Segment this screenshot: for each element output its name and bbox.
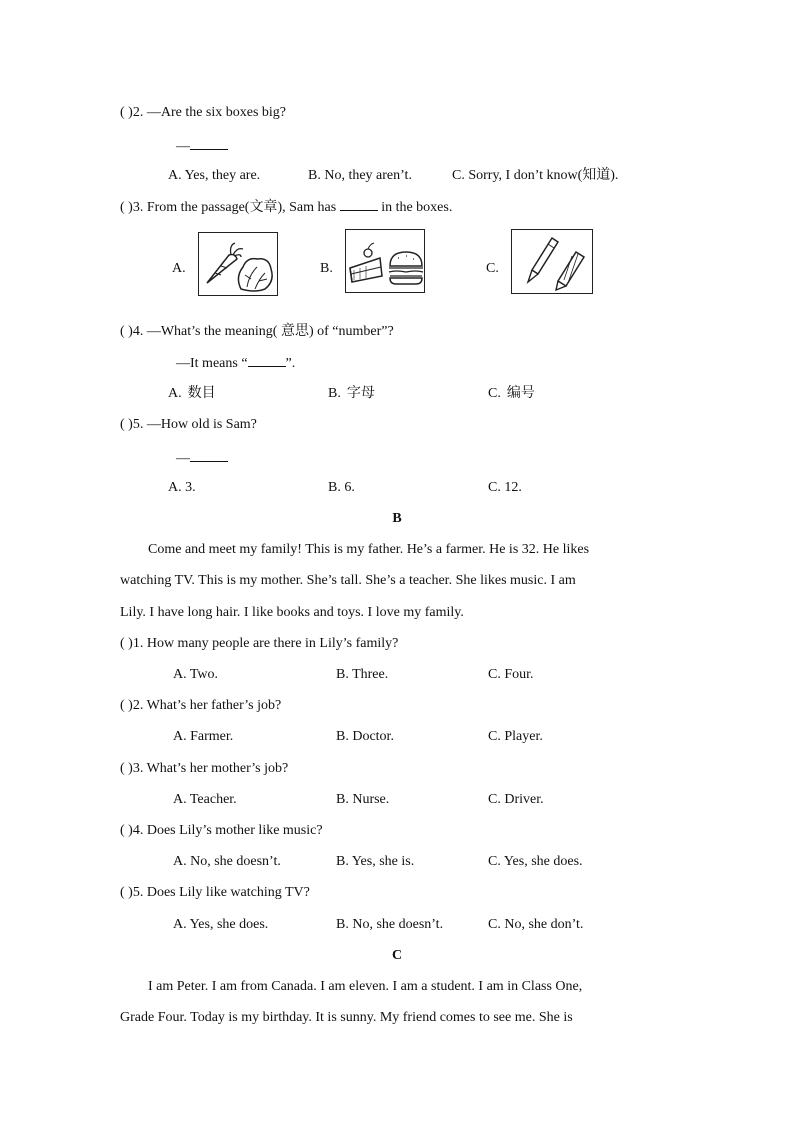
answer-blank <box>190 137 228 150</box>
passage-line: Lily. I have long hair. I like books and toys. I love my family. <box>120 605 464 620</box>
passage-line: Come and meet my family! This is my father. He’s a farmer. He is 32. He likes <box>148 542 590 557</box>
answer-blank <box>190 449 228 462</box>
answer-paren: ( ) <box>120 324 133 339</box>
answer-paren: ( ) <box>120 761 133 776</box>
option-a <box>168 384 216 403</box>
answer-paren: ( ) <box>120 636 133 651</box>
answer-blank <box>248 354 286 367</box>
carrot-cabbage-icon <box>198 232 278 296</box>
answer-line <box>176 449 228 468</box>
option-c: C. Yes, she does. <box>488 854 583 869</box>
answer-line <box>176 137 228 156</box>
option-a-label: A. <box>172 261 186 276</box>
question-text: 5. —How old is Sam? <box>132 417 257 432</box>
answer-paren: ( ) <box>120 885 133 900</box>
question-text: 3. What’s her mother’s job? <box>132 761 289 776</box>
question-b5 <box>120 884 310 902</box>
option-a: A. Two. <box>173 667 219 682</box>
question-text: 4. —What’s the meaning( 意思) of “number”? <box>132 324 394 339</box>
question-b1 <box>120 635 398 653</box>
option-c-label: C. <box>486 261 499 276</box>
option-c <box>488 384 535 403</box>
option-c: C. No, she don’t. <box>488 917 584 932</box>
question-text: 4. Does Lily’s mother like music? <box>132 823 323 838</box>
cake-burger-icon <box>345 229 425 293</box>
answer-text-end: ”. <box>285 356 296 371</box>
option-b: B. Three. <box>336 667 389 682</box>
question-text: 2. —Are the six boxes big? <box>132 105 287 120</box>
question-text: 5. Does Lily like watching TV? <box>132 885 310 900</box>
question-text-end: in the boxes. <box>381 200 453 215</box>
answer-line <box>176 354 295 373</box>
option-b-label: B. <box>320 261 333 276</box>
option-a: A. Yes, they are. <box>168 168 261 183</box>
option-c: C. Four. <box>488 667 534 682</box>
option-letter: A. <box>168 386 182 401</box>
dash: — <box>176 139 190 154</box>
answer-text: —It means “ <box>176 356 248 371</box>
option-a: A. Farmer. <box>173 729 234 744</box>
answer-paren: ( ) <box>120 698 133 713</box>
option-a: A. 3. <box>168 480 196 495</box>
question-b2 <box>120 697 281 715</box>
question-text: 2. What’s her father’s job? <box>132 698 282 713</box>
option-c: C. Driver. <box>488 792 544 807</box>
question-b3 <box>120 760 288 778</box>
passage-line: watching TV. This is my mother. She’s tall. She’s a teacher. She likes music. I am <box>120 573 576 588</box>
option-c: C. 12. <box>488 480 522 495</box>
option-letter: C. <box>488 386 501 401</box>
option-b: B. Nurse. <box>336 792 390 807</box>
section-heading-b: B <box>392 511 402 526</box>
pen-pencil-icon <box>511 229 593 294</box>
option-letter: B. <box>328 386 341 401</box>
option-text: 数目 <box>187 385 216 401</box>
answer-paren: ( ) <box>120 823 133 838</box>
option-text: 编号 <box>506 385 535 401</box>
passage-line: Grade Four. Today is my birthday. It is sunny. My friend comes to see me. She is <box>120 1010 573 1025</box>
option-b <box>328 384 375 403</box>
answer-paren: ( ) <box>120 105 133 120</box>
question-b4 <box>120 822 323 840</box>
option-b: B. Yes, she is. <box>336 854 415 869</box>
option-b: B. No, they aren’t. <box>308 168 412 183</box>
dash: — <box>176 451 190 466</box>
option-b: B. No, she doesn’t. <box>336 917 444 932</box>
option-c: C. Player. <box>488 729 543 744</box>
option-b: B. 6. <box>328 480 355 495</box>
option-a: A. No, she doesn’t. <box>173 854 281 869</box>
answer-paren: ( ) <box>120 200 133 215</box>
option-a: A. Yes, she does. <box>173 917 269 932</box>
question-a5 <box>120 416 257 434</box>
passage-line: I am Peter. I am from Canada. I am eleven. I am a student. I am in Class One, <box>148 979 583 994</box>
question-a2 <box>120 104 286 122</box>
option-c: C. Sorry, I don’t know(知道). <box>452 168 619 183</box>
section-heading-c: C <box>391 948 403 963</box>
option-a: A. Teacher. <box>173 792 237 807</box>
question-text: 3. From the passage(文章), Sam has <box>132 200 337 215</box>
question-a3 <box>120 198 452 217</box>
option-b: B. Doctor. <box>336 729 394 744</box>
question-text: 1. How many people are there in Lily’s family? <box>132 636 399 651</box>
option-text: 字母 <box>346 385 375 401</box>
answer-paren: ( ) <box>120 417 133 432</box>
question-a4 <box>120 323 394 341</box>
fill-blank <box>340 198 378 211</box>
